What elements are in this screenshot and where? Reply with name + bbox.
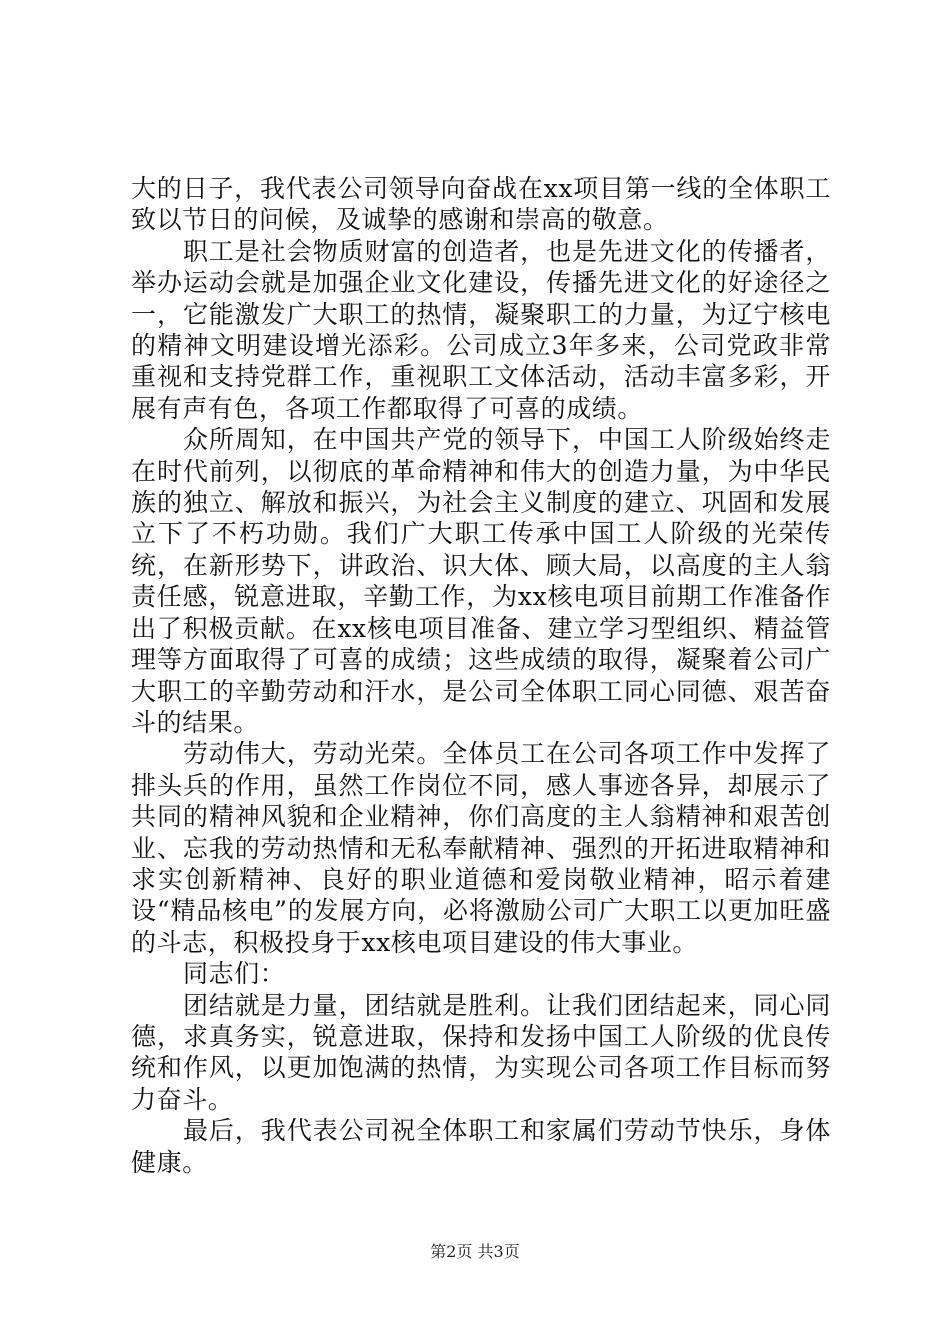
document-body [131,173,831,1178]
paragraph-working-class: 众所周知，在中国共产党的领导下，中国工人阶级始终走在时代前列，以彻底的革命精神和伟大的创造力量，为中华民族的独立、解放和振兴，为社会主义制度的建立、巩固和发展立下了不朽功勋。我们广大职工传承中国工人阶级的光荣传统，在新形势下，讲政治、识大体、顾大局，以高度的主人翁责任感，锐意进取，辛勤工作，为xx核电项目前期工作准备作出了积极贡献。在xx核电项目准备、建立学习型组织、精益管理等方面取得了可喜的成绩；这些成绩的取得，凝聚着公司广大职工的辛勤劳动和汗水，是公司全体职工同心同德、艰苦奋斗的结果。 [131,425,831,737]
paragraph-labor-glory: 劳动伟大，劳动光荣。全体员工在公司各项工作中发挥了排头兵的作用，虽然工作岗位不同，感人事迹各异，却展示了共同的精神风貌和企业精神，你们高度的主人翁精神和艰苦创业、忘我的劳动热情和无私奉献精神、强烈的开拓进取精神和求实创新精神、良好的职业道德和爱岗敬业精神，昭示着建设“精品核电”的发展方向，必将激励公司广大职工以更加旺盛的斗志，积极投身于xx核电项目建设的伟大事业。 [131,739,831,957]
paragraph-closing: 最后，我代表公司祝全体职工和家属们劳动节快乐，身体健康。 [131,1116,831,1177]
page-number-footer: 第2页 共3页 [430,1242,520,1261]
paragraph-continuation: 大的日子，我代表公司领导向奋战在xx项目第一线的全体职工致以节日的问候，及诚挚的感谢和崇高的敬意。 [131,174,831,235]
paragraph-salutation: 同志们： [183,959,286,989]
paragraph-workers-role: 职工是社会物质财富的创造者，也是先进文化的传播者，举办运动会就是加强企业文化建设，传播先进文化的好途径之一，它能激发广大职工的热情，凝聚职工的力量，为辽宁核电的精神文明建设增光添彩。公司成立3年多来，公司党政非常重视和支持党群工作，重视职工文体活动，活动丰富多彩，开展有声有色，各项工作都取得了可喜的成绩。 [131,236,831,423]
paragraph-unity: 团结就是力量，团结就是胜利。让我们团结起来，同心同德，求真务实，锐意进取，保持和发扬中国工人阶级的优良传统和作风，以更加饱满的热情，为实现公司各项工作目标而努力奋斗。 [131,990,831,1114]
